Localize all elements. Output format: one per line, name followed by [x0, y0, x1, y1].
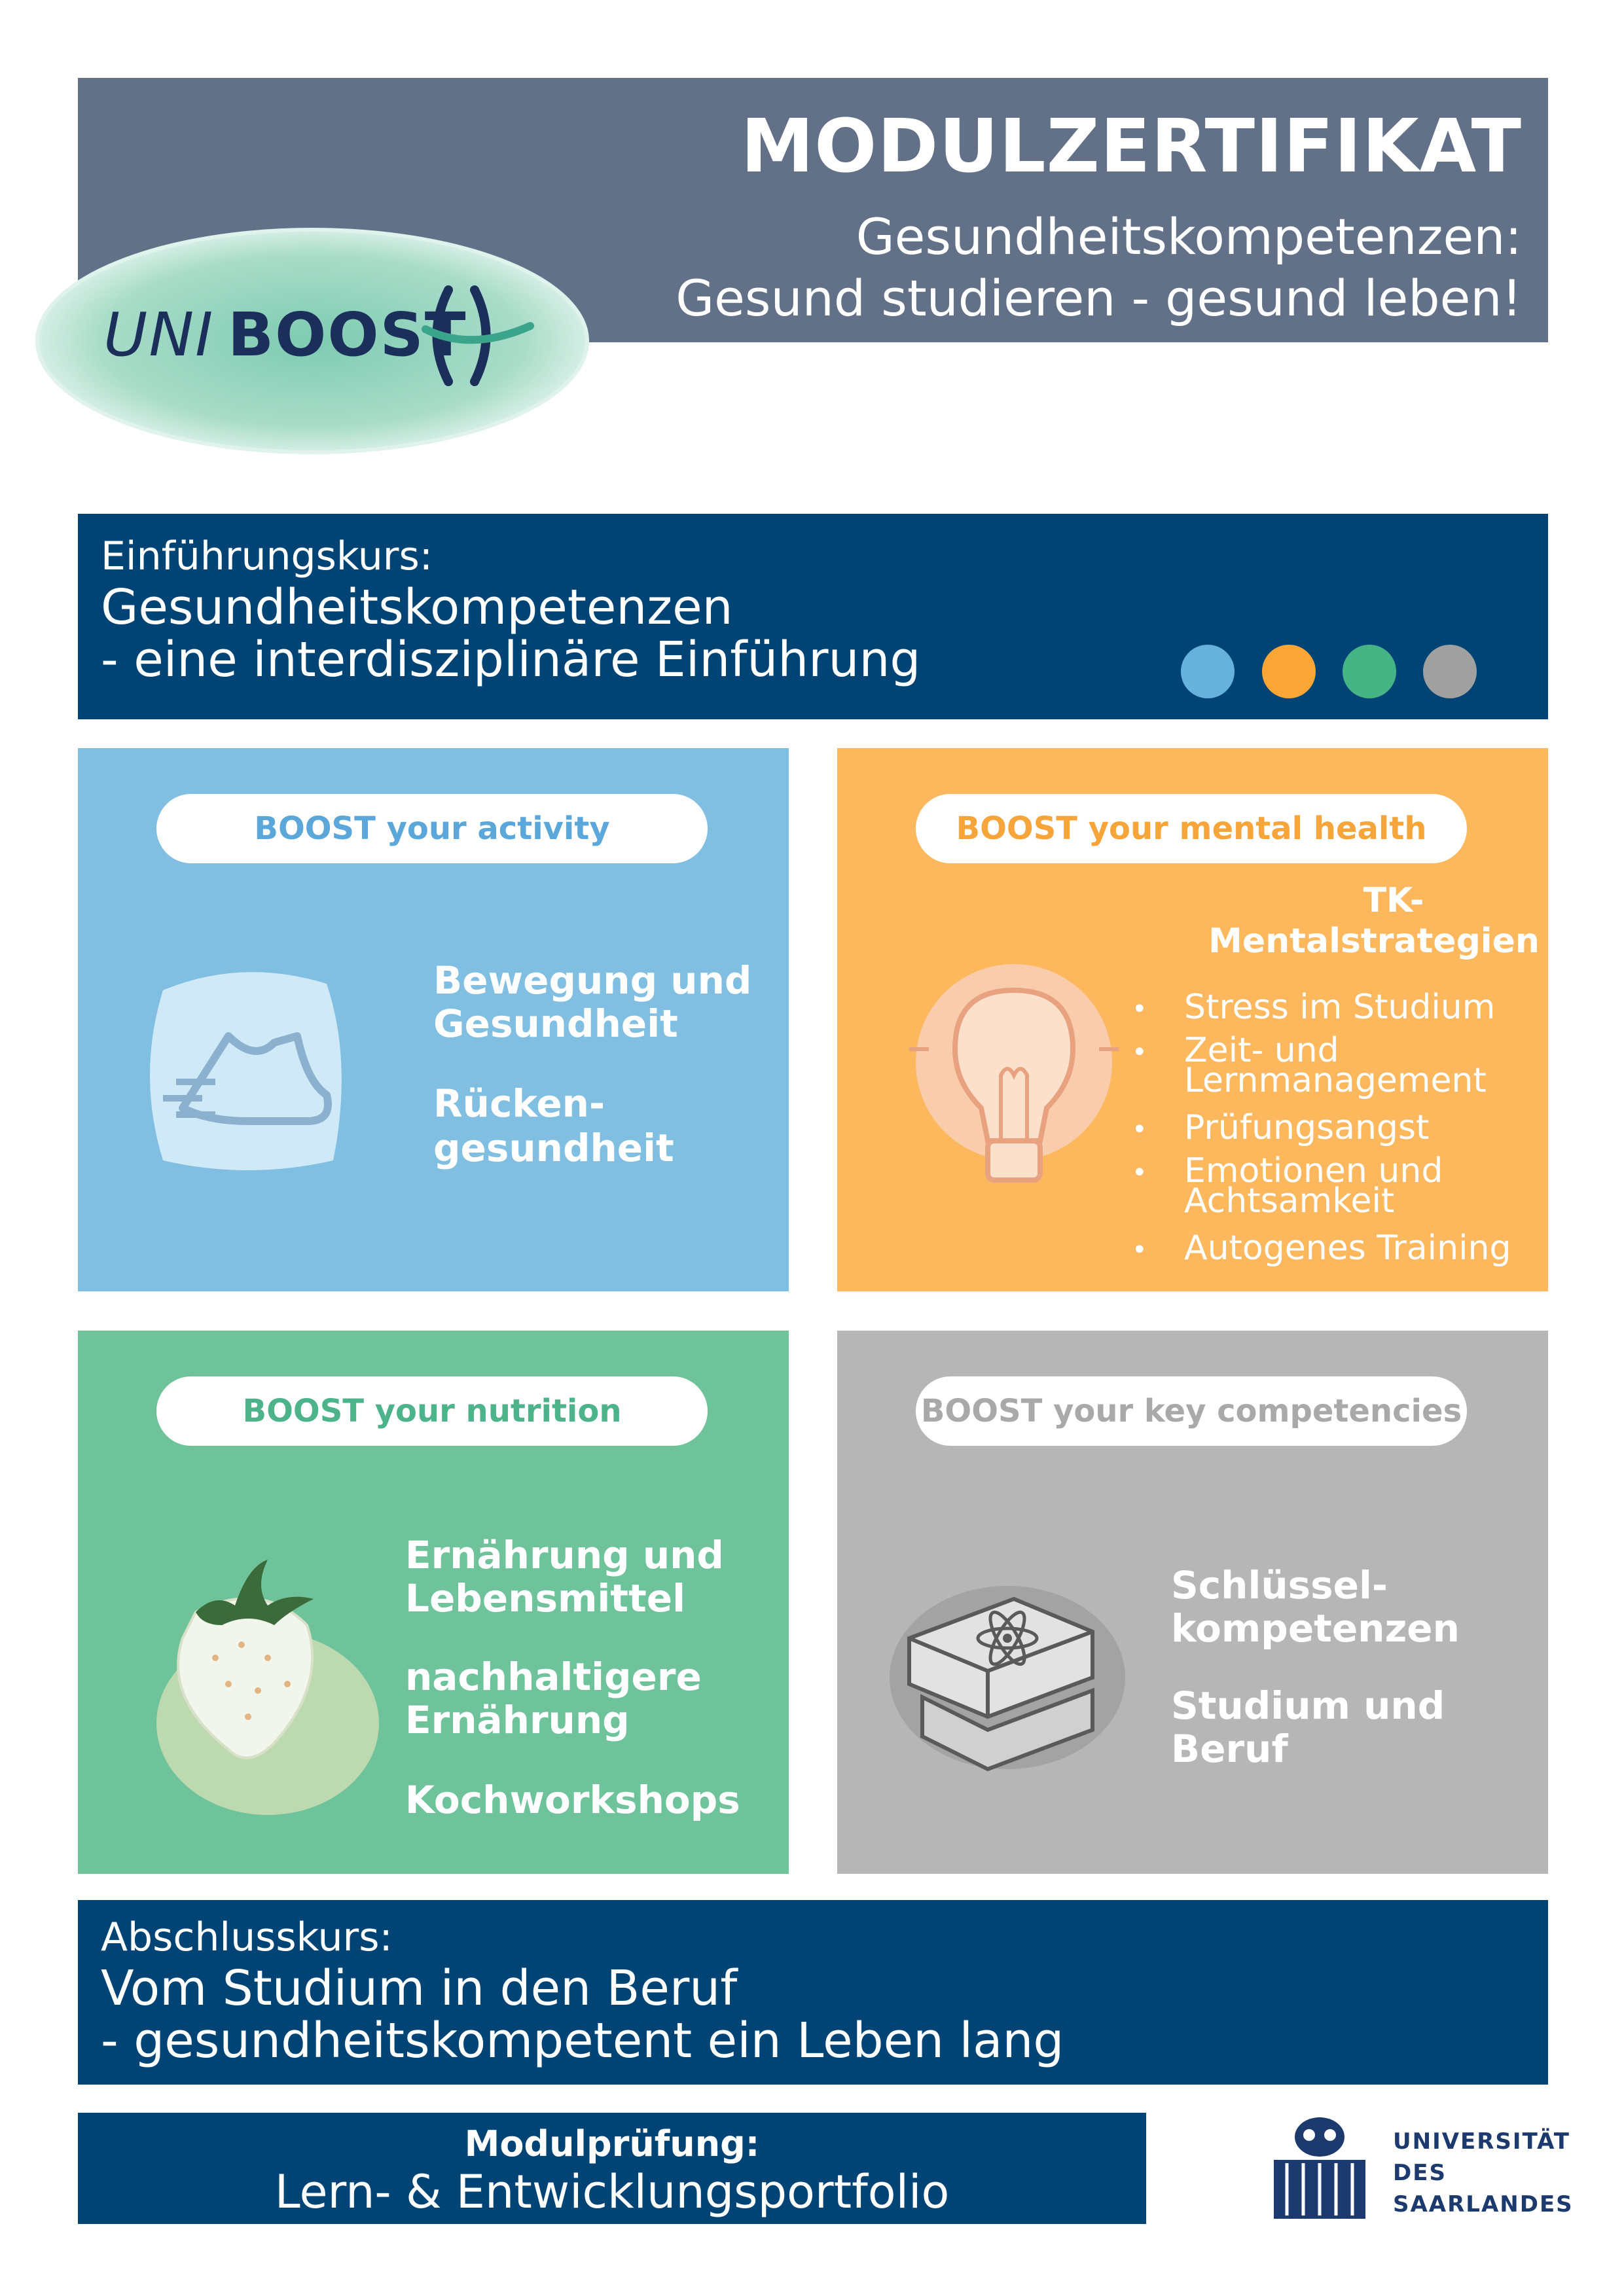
- sneaker-icon: [137, 964, 353, 1180]
- intro-title-line-1: Gesundheitskompetenzen: [101, 579, 733, 636]
- mental-bullet-5: Autogenes Training: [1184, 1229, 1511, 1268]
- mental-bullet-1: Stress im Studium: [1184, 988, 1496, 1027]
- nutrition-item-3: Kochworkshops: [405, 1778, 740, 1822]
- bullet-dot: •: [1132, 1158, 1147, 1188]
- nutrition-item-1-line-1: Ernährung und: [405, 1533, 724, 1577]
- mental-bullet-4-line-1: Emotionen und: [1184, 1151, 1443, 1191]
- closing-course-banner: [78, 1900, 1548, 2085]
- bullet-dot: •: [1132, 1235, 1147, 1265]
- page-subtitle: [676, 206, 1522, 329]
- panel-activity: [78, 748, 789, 1291]
- subtitle-line-2: Gesund studieren - gesund leben!: [676, 269, 1522, 327]
- bullet-dot: •: [1132, 1037, 1147, 1067]
- dot-grey: [1423, 645, 1477, 698]
- activity-item-2-line-2: gesundheit: [433, 1126, 674, 1170]
- logo-mark-icon: [412, 274, 537, 398]
- university-name-line-2: DES: [1393, 2160, 1447, 2186]
- activity-item-1-line-1: Bewegung und: [433, 958, 752, 1003]
- dot-orange: [1262, 645, 1316, 698]
- dot-green: [1343, 645, 1396, 698]
- mental-heading-line-2: Mentalstrategien: [1208, 922, 1540, 961]
- key-item-2-line-2: Beruf: [1171, 1727, 1288, 1771]
- panel-nutrition: [78, 1331, 789, 1874]
- lightbulb-icon: [896, 944, 1132, 1219]
- intro-title-line-2: - eine interdisziplinäre Einführung: [101, 632, 921, 688]
- nutrition-item-2-line-1: nachhaltigere: [405, 1655, 702, 1699]
- closing-label: Abschlusskurs:: [101, 1914, 393, 1960]
- page-title: MODULZERTIFIKAT: [740, 104, 1522, 189]
- pill-key-competencies: BOOST your key competencies: [916, 1376, 1467, 1446]
- activity-item-2-line-1: Rücken-: [433, 1081, 605, 1126]
- nutrition-item-2-line-2: Ernährung: [405, 1698, 630, 1742]
- key-item-2-line-1: Studium und: [1171, 1683, 1445, 1728]
- strawberry-icon: [117, 1527, 392, 1815]
- logo-text-uni: UNI: [103, 300, 215, 370]
- mental-bullet-2-line-1: Zeit- und: [1184, 1031, 1339, 1070]
- subtitle-line-1: Gesundheitskompetenzen:: [856, 207, 1522, 266]
- panel-mental-health: [837, 748, 1548, 1291]
- nutrition-item-1-line-2: Lebensmittel: [405, 1576, 685, 1621]
- logo-text-boost: BOOST: [228, 300, 467, 370]
- mental-bullet-4-line-2: Achtsamkeit: [1184, 1181, 1395, 1221]
- closing-title-line-1: Vom Studium in den Beruf: [101, 1960, 738, 2017]
- pill-activity: BOOST your activity: [156, 794, 708, 863]
- panel-key-competencies: [837, 1331, 1548, 1874]
- pill-mental-health: BOOST your mental health: [916, 794, 1467, 863]
- key-item-1-line-1: Schlüssel-: [1171, 1563, 1388, 1607]
- mental-heading-line-1: TK-: [1363, 881, 1424, 920]
- bullet-dot: •: [1132, 994, 1147, 1024]
- intro-label: Einführungskurs:: [101, 533, 433, 579]
- pill-nutrition: BOOST your nutrition: [156, 1376, 708, 1446]
- mental-bullet-2-line-2: Lernmanagement: [1184, 1061, 1487, 1100]
- university-seal-icon: [1267, 2108, 1372, 2225]
- key-item-1-line-2: kompetenzen: [1171, 1606, 1460, 1651]
- university-name-line-1: UNIVERSITÄT: [1393, 2128, 1570, 2155]
- books-icon: [883, 1566, 1132, 1776]
- university-name-line-3: SAARLANDES: [1393, 2191, 1574, 2217]
- mental-bullet-3: Prüfungsangst: [1184, 1108, 1430, 1147]
- activity-item-1-line-2: Gesundheit: [433, 1001, 678, 1046]
- bullet-dot: •: [1132, 1115, 1147, 1145]
- intro-course-banner: [78, 514, 1548, 719]
- university-name: [1393, 2126, 1574, 2220]
- exam-title: Modulprüfung:: [464, 2123, 760, 2164]
- dot-blue: [1181, 645, 1235, 698]
- exam-text: Lern- & Entwicklungsportfolio: [274, 2165, 950, 2219]
- closing-title-line-2: - gesundheitskompetent ein Leben lang: [101, 2013, 1064, 2069]
- exam-banner: [78, 2113, 1146, 2224]
